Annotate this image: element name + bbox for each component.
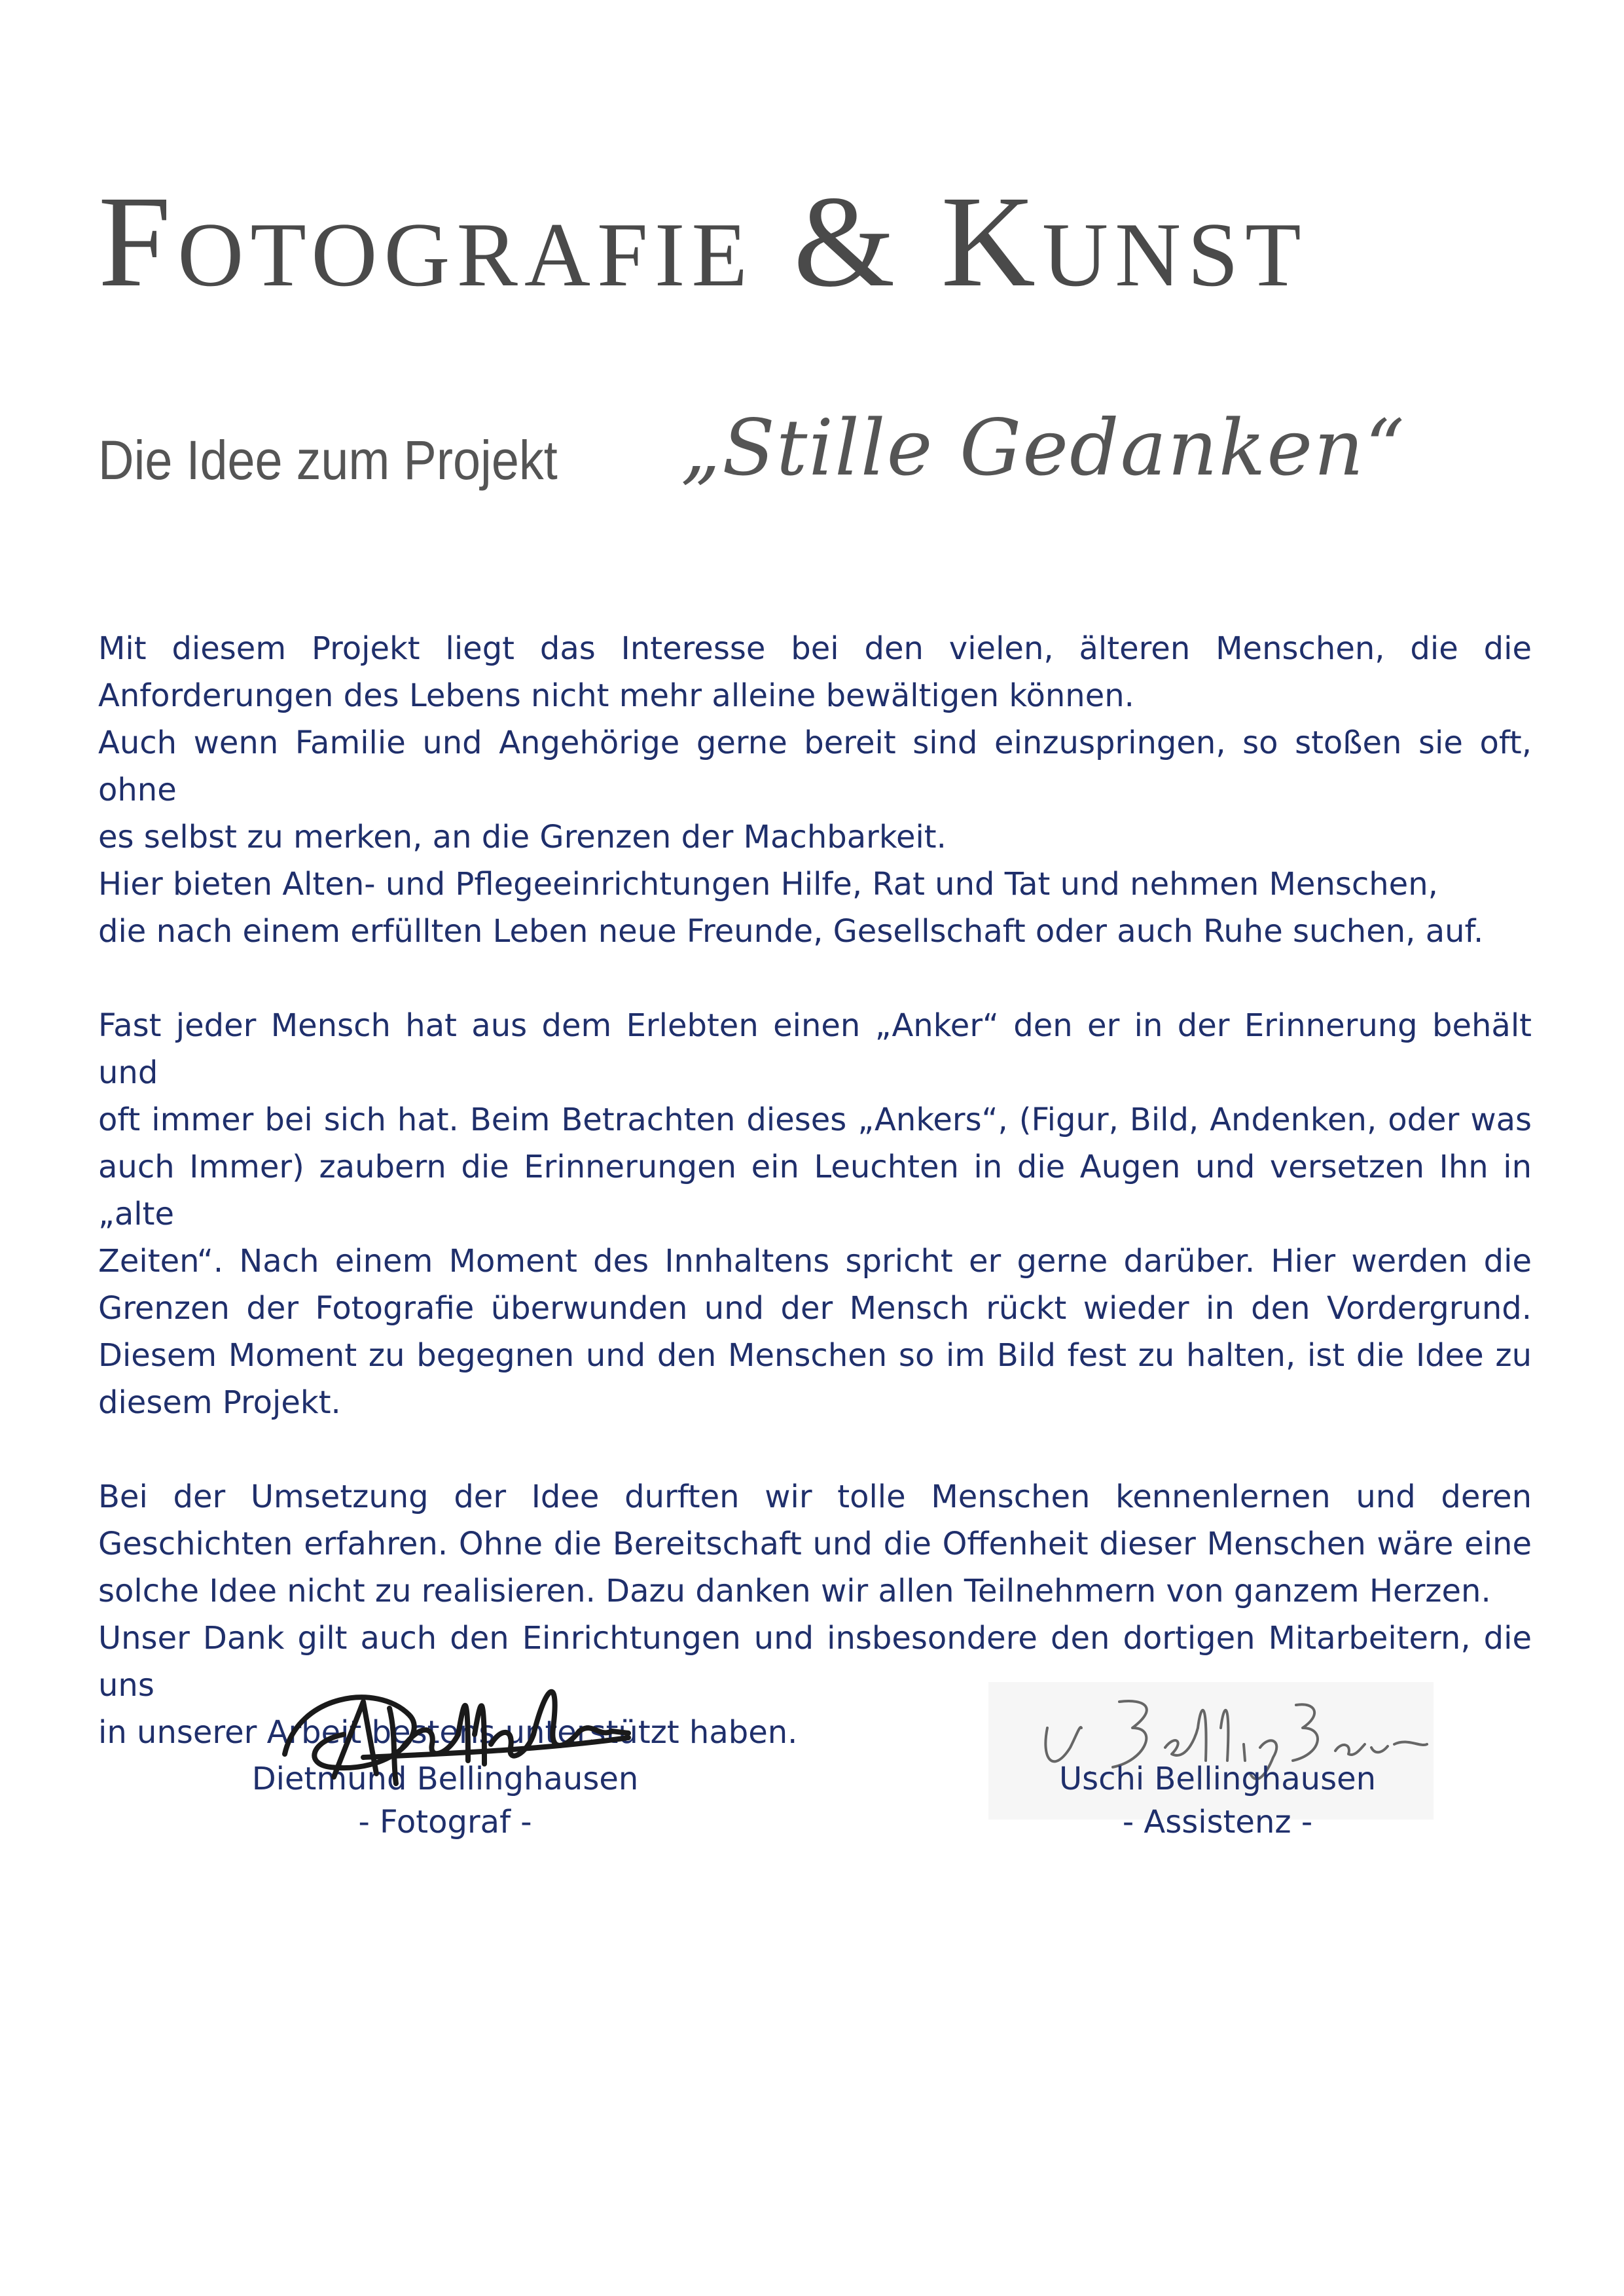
text-line: Bei der Umsetzung der Idee durften wir tolle Menschen kennenlernen und deren	[98, 1479, 1532, 1515]
body-text	[98, 625, 1532, 1803]
signer-name: Dietmund Bellinghausen	[251, 1761, 639, 1797]
signer-role: - Assistenz -	[1122, 1804, 1313, 1840]
text-line: die nach einem erfüllten Leben neue Freunde, Gesellschaft oder auch Ruhe suchen, auf.	[98, 913, 1484, 950]
text-line: es selbst zu merken, an die Grenzen der Machbarkeit.	[98, 819, 947, 855]
text-line: Mit diesem Projekt liegt das Interesse bei den vielen, älteren Menschen, die die	[98, 630, 1532, 667]
text-line: Auch wenn Familie und Angehörige gerne bereit sind einzuspringen, so stoßen sie oft, ohne	[98, 725, 1532, 808]
signer-role: - Fotograf -	[358, 1804, 532, 1840]
text-line: solche Idee nicht zu realisieren. Dazu danken wir allen Teilnehmern von ganzem Herzen.	[98, 1573, 1491, 1609]
subtitle-row	[98, 403, 1538, 520]
page-title: Fotografie & Kunst	[98, 170, 1308, 314]
subtitle-lead: Die Idee zum Projekt	[98, 429, 558, 491]
text-line: Unser Dank gilt auch den Einrichtungen und insbesondere den dortigen Mitarbeitern, die uns	[98, 1620, 1532, 1704]
project-title: „Stille Gedanken“	[681, 403, 1406, 493]
text-line: Fast jeder Mensch hat aus dem Erlebten einen „Anker“ den er in der Erinnerung behält und	[98, 1007, 1532, 1091]
signer-name: Uschi Bellinghausen	[1058, 1761, 1377, 1797]
text-line: diesem Projekt.	[98, 1384, 341, 1421]
text-line: Diesem Moment zu begegnen und den Menschen so im Bild fest zu halten, ist die Idee zu	[98, 1337, 1532, 1374]
signature-area	[0, 1643, 1624, 1878]
signature-dietmund-image	[272, 1656, 638, 1806]
paragraph-1	[98, 625, 1532, 955]
text-line: oft immer bei sich hat. Beim Betrachten dieses „Ankers“, (Figur, Bild, Andenken, oder was	[98, 1102, 1532, 1138]
text-line: Anforderungen des Lebens nicht mehr alleine bewältigen können.	[98, 677, 1134, 714]
text-line: Geschichten erfahren. Ohne die Bereitschaft und die Offenheit dieser Menschen wäre eine	[98, 1526, 1532, 1562]
paragraph-2	[98, 1002, 1532, 1426]
text-line: Zeiten“. Nach einem Moment des Innhaltens spricht er gerne darüber. Hier werden die	[98, 1243, 1532, 1280]
text-line: Hier bieten Alten- und Pflegeeinrichtungen Hilfe, Rat und Tat und nehmen Menschen,	[98, 866, 1438, 903]
signer-uschi	[988, 1757, 1447, 1844]
text-line: auch Immer) zaubern die Erinnerungen ein Leuchten in die Augen und versetzen Ihn in „alte	[98, 1149, 1532, 1232]
text-line: in unserer Arbeit bestens unterstützt haben.	[98, 1714, 798, 1751]
text-line: Grenzen der Fotografie überwunden und der Mensch rückt wieder in den Vordergrund.	[98, 1290, 1532, 1327]
